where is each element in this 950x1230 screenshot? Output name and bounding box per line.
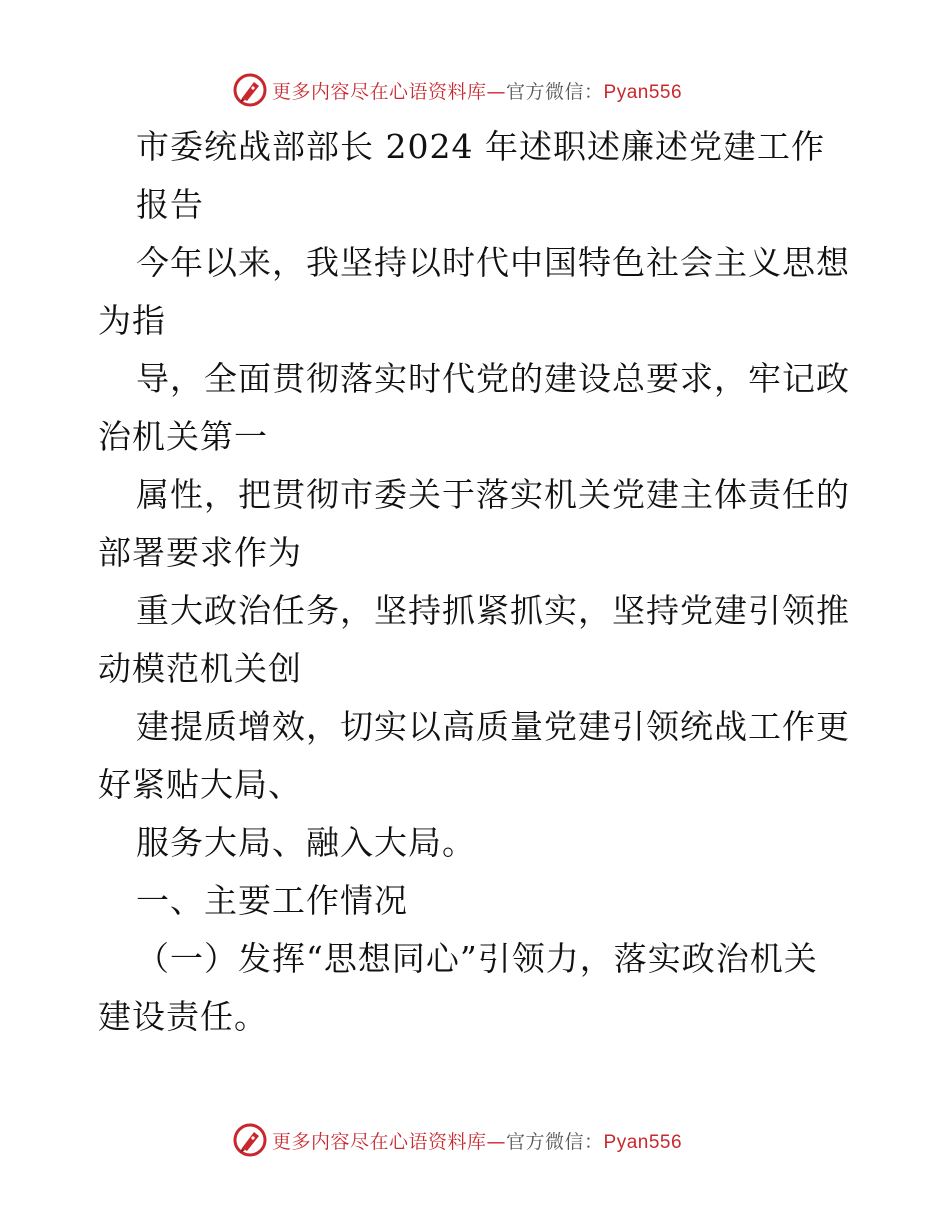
banner-wechat-label: 官方微信： — [506, 80, 604, 103]
document-title-line-1: 市委统战部部长 2024 年述职述廉述党建工作 — [136, 127, 825, 166]
subsection-heading-line-1: （一）发挥“思想同心”引领力，落实政治机关 — [136, 939, 818, 978]
document-body — [98, 118, 858, 1046]
pen-nib-logo-icon — [232, 1122, 268, 1158]
paragraph-line: 治机关第一 — [98, 417, 268, 456]
paragraph-line: 今年以来，我坚持以时代中国特色社会主义思想 — [136, 243, 850, 282]
document-title-line-2: 报告 — [136, 185, 204, 224]
banner-wechat-label: 官方微信： — [506, 1130, 604, 1153]
pen-nib-logo-icon — [232, 72, 268, 108]
subsection-heading-line-2: 建设责任。 — [98, 997, 268, 1036]
section-heading: 一、主要工作情况 — [136, 881, 408, 920]
paragraph-line: 为指 — [98, 301, 166, 340]
banner-wechat-id: Pyan556 — [603, 81, 683, 103]
paragraph-line: 服务大局、融入大局。 — [136, 823, 476, 862]
paragraph-line: 属性，把贯彻市委关于落实机关党建主体责任的 — [136, 475, 850, 514]
paragraph-line: 动模范机关创 — [98, 649, 302, 688]
footer-watermark-banner — [232, 1120, 682, 1160]
header-watermark-banner — [232, 70, 682, 110]
paragraph-line: 导，全面贯彻落实时代党的建设总要求，牢记政 — [136, 359, 850, 398]
banner-main-text: 更多内容尽在心语资料库 — [272, 1130, 487, 1153]
paragraph-line: 建提质增效，切实以高质量党建引领统战工作更 — [136, 707, 850, 746]
paragraph-line: 好紧贴大局、 — [98, 765, 302, 804]
banner-dash: — — [486, 80, 507, 103]
banner-wechat-id: Pyan556 — [603, 1131, 683, 1153]
paragraph-line: 部署要求作为 — [98, 533, 302, 572]
banner-dash: — — [486, 1130, 507, 1153]
paragraph-line: 重大政治任务，坚持抓紧抓实，坚持党建引领推 — [136, 591, 850, 630]
banner-main-text: 更多内容尽在心语资料库 — [272, 80, 487, 103]
